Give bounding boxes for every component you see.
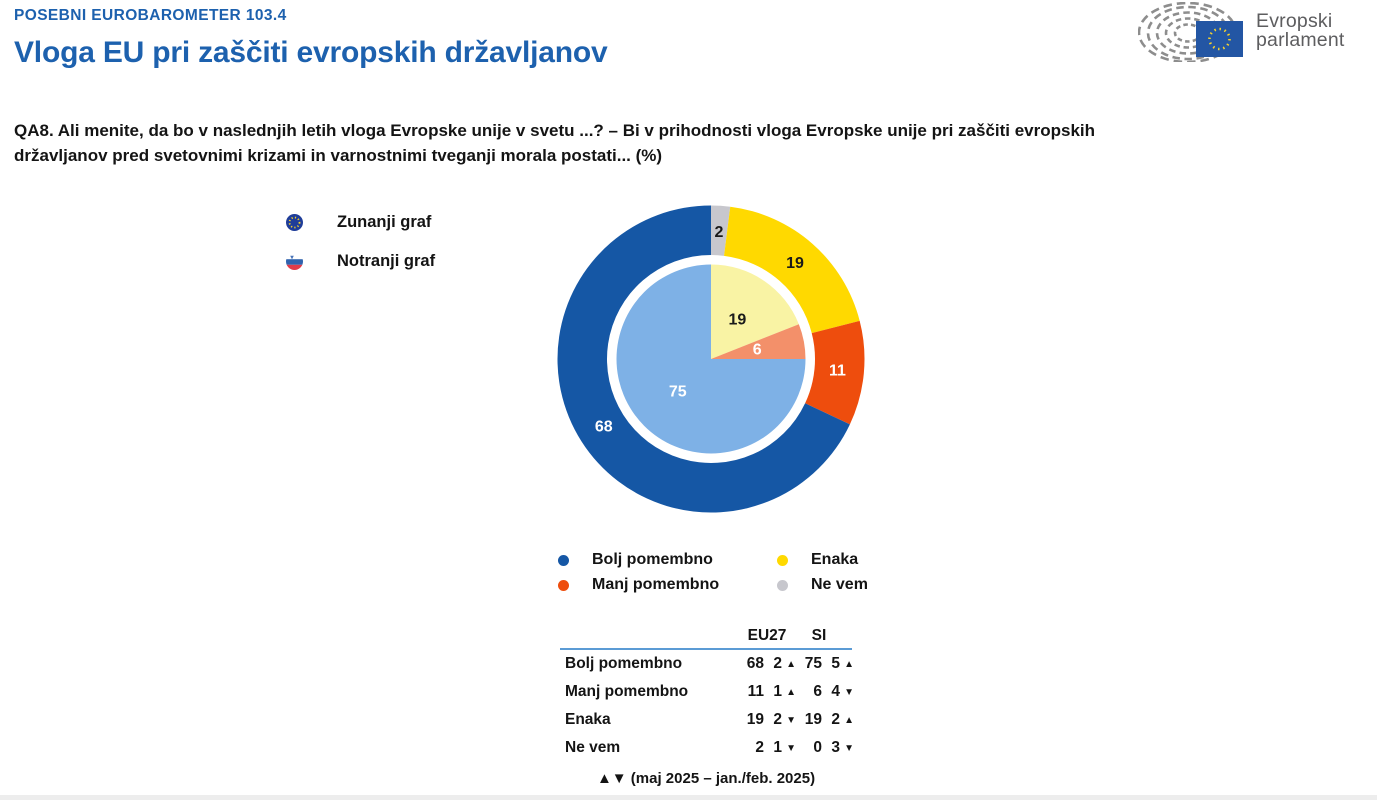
ring-legend-inner-label: Notranji graf	[337, 251, 436, 270]
ep-logo-line1: Evropski	[1256, 10, 1333, 32]
si-trend-down-icon: ▼	[844, 686, 854, 698]
legend-item-enaka	[775, 549, 868, 571]
legend-dot-enaka	[777, 555, 788, 566]
ring-legend-outer	[286, 212, 435, 232]
legend-label-ne-vem: Ne vem	[811, 576, 868, 593]
legend-item-ne-vem	[775, 574, 868, 596]
si-diff: 2	[831, 711, 840, 728]
eu27-diff: 2	[773, 711, 782, 728]
ring-legend	[286, 212, 435, 290]
table-row-manj-pomembno	[560, 678, 852, 706]
eu27-trend-up-icon: ▲	[786, 658, 796, 670]
european-parliament-logo	[1138, 2, 1345, 62]
eu27-trend-up-icon: ▲	[786, 686, 796, 698]
outer-label-bolj-pomembno: 68	[594, 418, 613, 436]
si-value: 0	[813, 739, 822, 756]
table-header-eu27: EU27	[747, 626, 787, 644]
question-line2: državljanov pred svetovnimi krizami in varnostnimi tveganji morala postati... (%)	[14, 145, 663, 165]
legend-label-bolj-pomembno: Bolj pomembno	[592, 551, 713, 568]
si-value: 75	[804, 655, 822, 672]
eu27-diff: 1	[773, 683, 782, 700]
eu27-trend-down-icon: ▼	[786, 742, 796, 754]
inner-label-bolj-pomembno: 75	[668, 383, 687, 401]
outer-label-ne-vem: 2	[714, 223, 724, 241]
page-title: Vloga EU pri zaščiti evropskih državljanov	[14, 36, 608, 69]
legend-dot-bolj-pomembno	[558, 555, 569, 566]
ep-logo-wordmark	[1256, 12, 1345, 50]
si-diff: 4	[831, 683, 840, 700]
eu27-diff: 1	[773, 739, 782, 756]
table-header-si: SI	[811, 626, 827, 644]
legend-item-manj-pomembno	[556, 574, 775, 596]
legend-dot-ne-vem	[777, 580, 788, 591]
row-label: Bolj pomembno	[565, 655, 683, 672]
eu27-trend-down-icon: ▼	[786, 714, 796, 726]
si-trend-up-icon: ▲	[844, 714, 854, 726]
bottom-edge-strip	[0, 795, 1377, 800]
question-text	[14, 119, 1264, 168]
ep-logo-line2: parlament	[1256, 29, 1345, 51]
question-line1: QA8. Ali menite, da bo v naslednjih letih vloga Evropske unije v svetu ...? – Bi v prihodnosti vloga Evropske unije pri zaščiti evropskih	[14, 121, 1096, 140]
inner-label-manj-pomembno: 6	[752, 341, 762, 359]
slovenia-flag-icon	[286, 253, 303, 270]
legend-dot-manj-pomembno	[558, 580, 569, 591]
si-value: 19	[804, 711, 822, 728]
eu27-value: 19	[746, 711, 764, 728]
results-table	[560, 625, 852, 787]
eu-flag-icon	[286, 214, 303, 231]
row-label: Manj pomembno	[565, 683, 689, 700]
double-donut-chart	[546, 195, 876, 525]
table-footnote: ▲▼ (maj 2025 – jan./feb. 2025)	[596, 770, 816, 787]
outer-label-enaka: 19	[786, 255, 804, 273]
si-trend-up-icon: ▲	[844, 658, 854, 670]
eu27-value: 2	[755, 739, 764, 756]
si-trend-down-icon: ▼	[844, 742, 854, 754]
row-label: Enaka	[565, 711, 611, 728]
eu27-value: 68	[746, 655, 764, 672]
si-diff: 5	[831, 655, 840, 672]
eu27-diff: 2	[773, 655, 782, 672]
table-body	[560, 650, 852, 762]
report-eyebrow: POSEBNI EUROBAROMETER 103.4	[14, 7, 287, 24]
legend-label-manj-pomembno: Manj pomembno	[592, 576, 720, 593]
inner-label-enaka: 19	[728, 311, 747, 329]
eu27-value: 11	[747, 683, 764, 700]
category-legend	[556, 549, 868, 596]
table-row-enaka	[560, 706, 852, 734]
outer-label-manj-pomembno: 11	[828, 362, 846, 380]
ring-legend-outer-label: Zunanji graf	[337, 212, 432, 231]
legend-item-bolj-pomembno	[556, 549, 775, 571]
ep-hemicycle-icon	[1138, 2, 1244, 62]
ring-legend-inner	[286, 251, 435, 271]
si-value: 6	[813, 683, 822, 700]
table-row-ne-vem	[560, 734, 852, 762]
row-label: Ne vem	[565, 739, 621, 756]
legend-label-enaka: Enaka	[811, 551, 859, 568]
table-row-bolj-pomembno	[560, 650, 852, 678]
table-header-row	[560, 625, 852, 646]
si-diff: 3	[831, 739, 840, 756]
